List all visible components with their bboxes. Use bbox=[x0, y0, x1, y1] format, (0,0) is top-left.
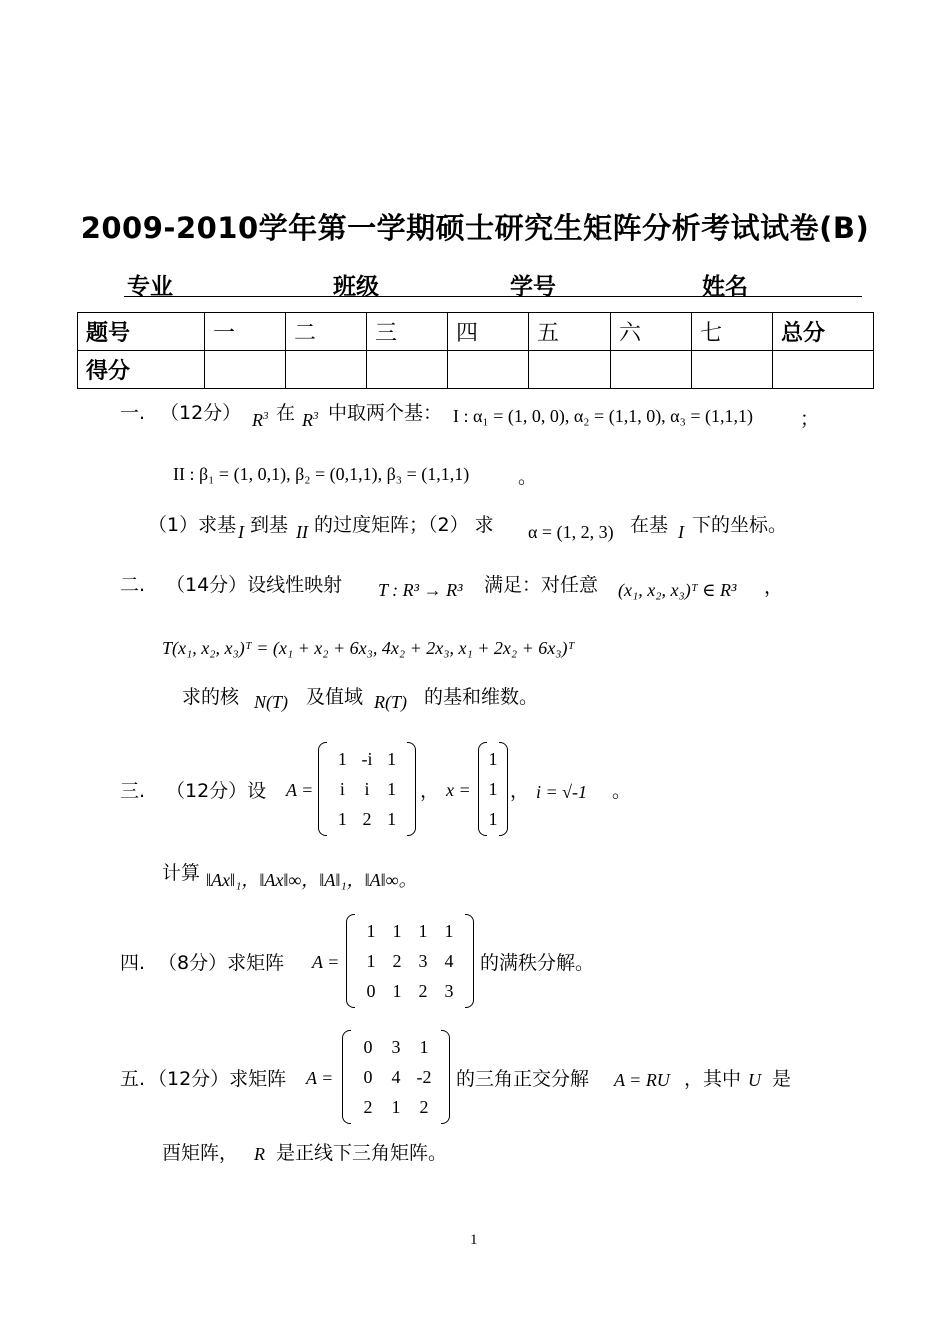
matrix-cell: 1 bbox=[387, 778, 397, 799]
score-cell[interactable] bbox=[773, 351, 874, 389]
q1-sub2-in: 在基 bbox=[630, 514, 669, 536]
q1-sub1-text: （1）求基 bbox=[148, 514, 237, 536]
matrix-cell: 2 bbox=[418, 980, 428, 1001]
name-label: 姓名 bbox=[702, 274, 748, 300]
q5-a-eq: A = bbox=[306, 1068, 334, 1088]
q2-text-kernel: 求的核 bbox=[182, 686, 240, 708]
score-cell[interactable] bbox=[286, 351, 367, 389]
q1-sub2-rest: 下的坐标。 bbox=[692, 514, 788, 536]
matrix-cell: 1 bbox=[387, 748, 397, 769]
q3-i-def: i = √-1 bbox=[536, 782, 588, 802]
matrix-cell: 1 bbox=[488, 808, 498, 829]
exam-title: 2009-2010学年第一学期硕士研究生矩阵分析考试试卷(B) bbox=[80, 211, 870, 245]
score-header-cell: 五 bbox=[529, 313, 611, 351]
score-header-cell: 七 bbox=[692, 313, 773, 351]
matrix-cell: i bbox=[339, 778, 345, 799]
q1-basis-i-b: I bbox=[678, 522, 684, 542]
matrix-cell: 1 bbox=[366, 950, 376, 971]
score-header-cell: 四 bbox=[448, 313, 529, 351]
page-number: 1 bbox=[470, 1232, 478, 1248]
q3-period: 。 bbox=[612, 780, 632, 802]
matrix-cell: 1 bbox=[488, 748, 498, 769]
q1-period: 。 bbox=[518, 466, 538, 488]
score-header-cell: 总分 bbox=[773, 313, 874, 351]
q2-vector: (x₁, x₂, x₃)ᵀ ∈ R³ bbox=[618, 580, 737, 600]
q4-label: 四. bbox=[120, 952, 146, 974]
class-label: 班级 bbox=[333, 274, 379, 300]
q2-formula: T(x₁, x₂, x₃)ᵀ = (x₁ + x₂ + 6x₃, 4x₂ + 2x₃, x₁ + 2x₂ + 6x₃)ᵀ bbox=[162, 638, 575, 658]
q5-text-lower: 是正线下三角矩阵。 bbox=[276, 1142, 448, 1164]
matrix-cell: 2 bbox=[419, 1096, 429, 1117]
matrix-cell: 1 bbox=[392, 920, 402, 941]
matrix-cell: 1 bbox=[366, 920, 376, 941]
matrix-cell: 4 bbox=[444, 950, 454, 971]
matrix-cell: 2 bbox=[362, 808, 372, 829]
q1-space-r3-b: $R^3$ bbox=[302, 410, 319, 430]
q2-range: R(T) bbox=[374, 692, 407, 712]
q2-kernel: N(T) bbox=[254, 692, 289, 712]
score-cell[interactable] bbox=[205, 351, 286, 389]
q1-text-in: 在 bbox=[276, 402, 296, 424]
score-cell[interactable] bbox=[529, 351, 611, 389]
matrix-cell: 0 bbox=[363, 1036, 373, 1057]
matrix-cell: 3 bbox=[391, 1036, 401, 1057]
matrix-cell: 1 bbox=[419, 1036, 429, 1057]
matrix-cell: 1 bbox=[488, 778, 498, 799]
student-id-label: 学号 bbox=[510, 274, 556, 300]
q1-alpha: α = (1, 2, 3) bbox=[528, 522, 614, 542]
score-table-header-row bbox=[78, 313, 874, 351]
q1-space-r3: $R^3$ bbox=[252, 410, 269, 430]
q2-comma: ， bbox=[764, 576, 784, 598]
matrix-cell: 0 bbox=[366, 980, 376, 1001]
q5-points: （12分）求矩阵 bbox=[148, 1068, 287, 1090]
matrix-cell: 1 bbox=[337, 748, 347, 769]
q2-text-satisfy: 满足：对任意 bbox=[484, 574, 599, 596]
matrix-cell: i bbox=[364, 778, 370, 799]
q3-norms: ‖Ax‖₁，‖Ax‖∞，‖A‖₁，‖A‖∞。 bbox=[206, 870, 417, 890]
score-table-score-row bbox=[78, 351, 874, 389]
score-header-cell: 六 bbox=[611, 313, 692, 351]
q1-semicolon: ； bbox=[800, 408, 820, 430]
q5-u: U bbox=[748, 1070, 761, 1090]
q1-basis-ii: II bbox=[296, 522, 308, 542]
q3-matrix-a bbox=[318, 742, 416, 836]
q4-matrix-a bbox=[346, 914, 474, 1008]
matrix-cell: 1 bbox=[418, 920, 428, 941]
q5-text-unitary: 酉矩阵， bbox=[162, 1142, 239, 1164]
q1-basis-i: I bbox=[238, 522, 244, 542]
q1-basis-2: II : β₁ = (1, 0,1), β₂ = (0,1,1), β₃ = (1,1,1) bbox=[173, 464, 470, 484]
q4-text-rest: 的满秩分解。 bbox=[480, 952, 595, 974]
q1-sub1-to: 到基 bbox=[250, 514, 289, 536]
q5-text-is: 是 bbox=[772, 1068, 792, 1090]
score-table bbox=[77, 312, 874, 389]
q3-a-eq: A = bbox=[286, 780, 314, 800]
score-cell[interactable] bbox=[692, 351, 773, 389]
matrix-cell: 1 bbox=[444, 920, 454, 941]
q1-text-two-bases: 中取两个基： bbox=[328, 402, 443, 424]
q3-comma: ， bbox=[420, 780, 440, 802]
q1-label: 一. bbox=[120, 402, 146, 424]
q5-text-where: ，其中 bbox=[684, 1068, 742, 1090]
matrix-cell: 3 bbox=[444, 980, 454, 1001]
score-cell[interactable] bbox=[448, 351, 529, 389]
q1-sub1-rest: 的过度矩阵；（2） 求 bbox=[314, 514, 494, 536]
matrix-cell: 2 bbox=[363, 1096, 373, 1117]
q2-text-range: 及值域 bbox=[306, 686, 364, 708]
q5-eq: A = RU bbox=[614, 1070, 670, 1090]
q5-matrix-a bbox=[342, 1030, 450, 1124]
info-underline bbox=[124, 296, 862, 297]
score-header-cell: 一 bbox=[205, 313, 286, 351]
matrix-cell: 1 bbox=[337, 808, 347, 829]
q2-points: （14分）设线性映射 bbox=[166, 574, 343, 596]
q5-r: R bbox=[254, 1144, 265, 1164]
score-row-label: 得分 bbox=[78, 351, 205, 389]
matrix-cell: -2 bbox=[416, 1066, 432, 1087]
matrix-cell: 1 bbox=[391, 1096, 401, 1117]
matrix-cell: 0 bbox=[363, 1066, 373, 1087]
q2-text-rest: 的基和维数。 bbox=[424, 686, 539, 708]
score-cell[interactable] bbox=[367, 351, 448, 389]
matrix-cell: 2 bbox=[392, 950, 402, 971]
score-header-cell: 三 bbox=[367, 313, 448, 351]
q2-map: T : R³ → R³ bbox=[378, 580, 463, 600]
q3-text-compute: 计算 bbox=[162, 862, 201, 884]
matrix-cell: 1 bbox=[387, 808, 397, 829]
q5-text-decomp: 的三角正交分解 bbox=[456, 1068, 590, 1090]
q1-basis-1: I : α₁ = (1, 0, 0), α₂ = (1,1, 0), α₃ = (1,1,1) bbox=[453, 406, 754, 426]
matrix-cell: -i bbox=[361, 748, 373, 769]
q1-points: （12分） bbox=[160, 402, 242, 424]
q3-vector-x bbox=[478, 742, 508, 836]
q3-label: 三. bbox=[120, 780, 146, 802]
q3-comma-2: ， bbox=[510, 780, 530, 802]
score-header-cell: 二 bbox=[286, 313, 367, 351]
matrix-cell: 1 bbox=[392, 980, 402, 1001]
score-header-cell: 题号 bbox=[78, 313, 205, 351]
matrix-cell: 4 bbox=[391, 1066, 401, 1087]
matrix-cell: 3 bbox=[418, 950, 428, 971]
q5-label: 五. bbox=[120, 1068, 146, 1090]
q2-label: 二. bbox=[120, 574, 146, 596]
q4-a-eq: A = bbox=[312, 952, 340, 972]
major-label: 专业 bbox=[127, 274, 173, 300]
q3-points: （12分）设 bbox=[166, 780, 267, 802]
q3-x-eq: x = bbox=[446, 780, 471, 800]
score-cell[interactable] bbox=[611, 351, 692, 389]
q4-points: （8分）求矩阵 bbox=[158, 952, 285, 974]
